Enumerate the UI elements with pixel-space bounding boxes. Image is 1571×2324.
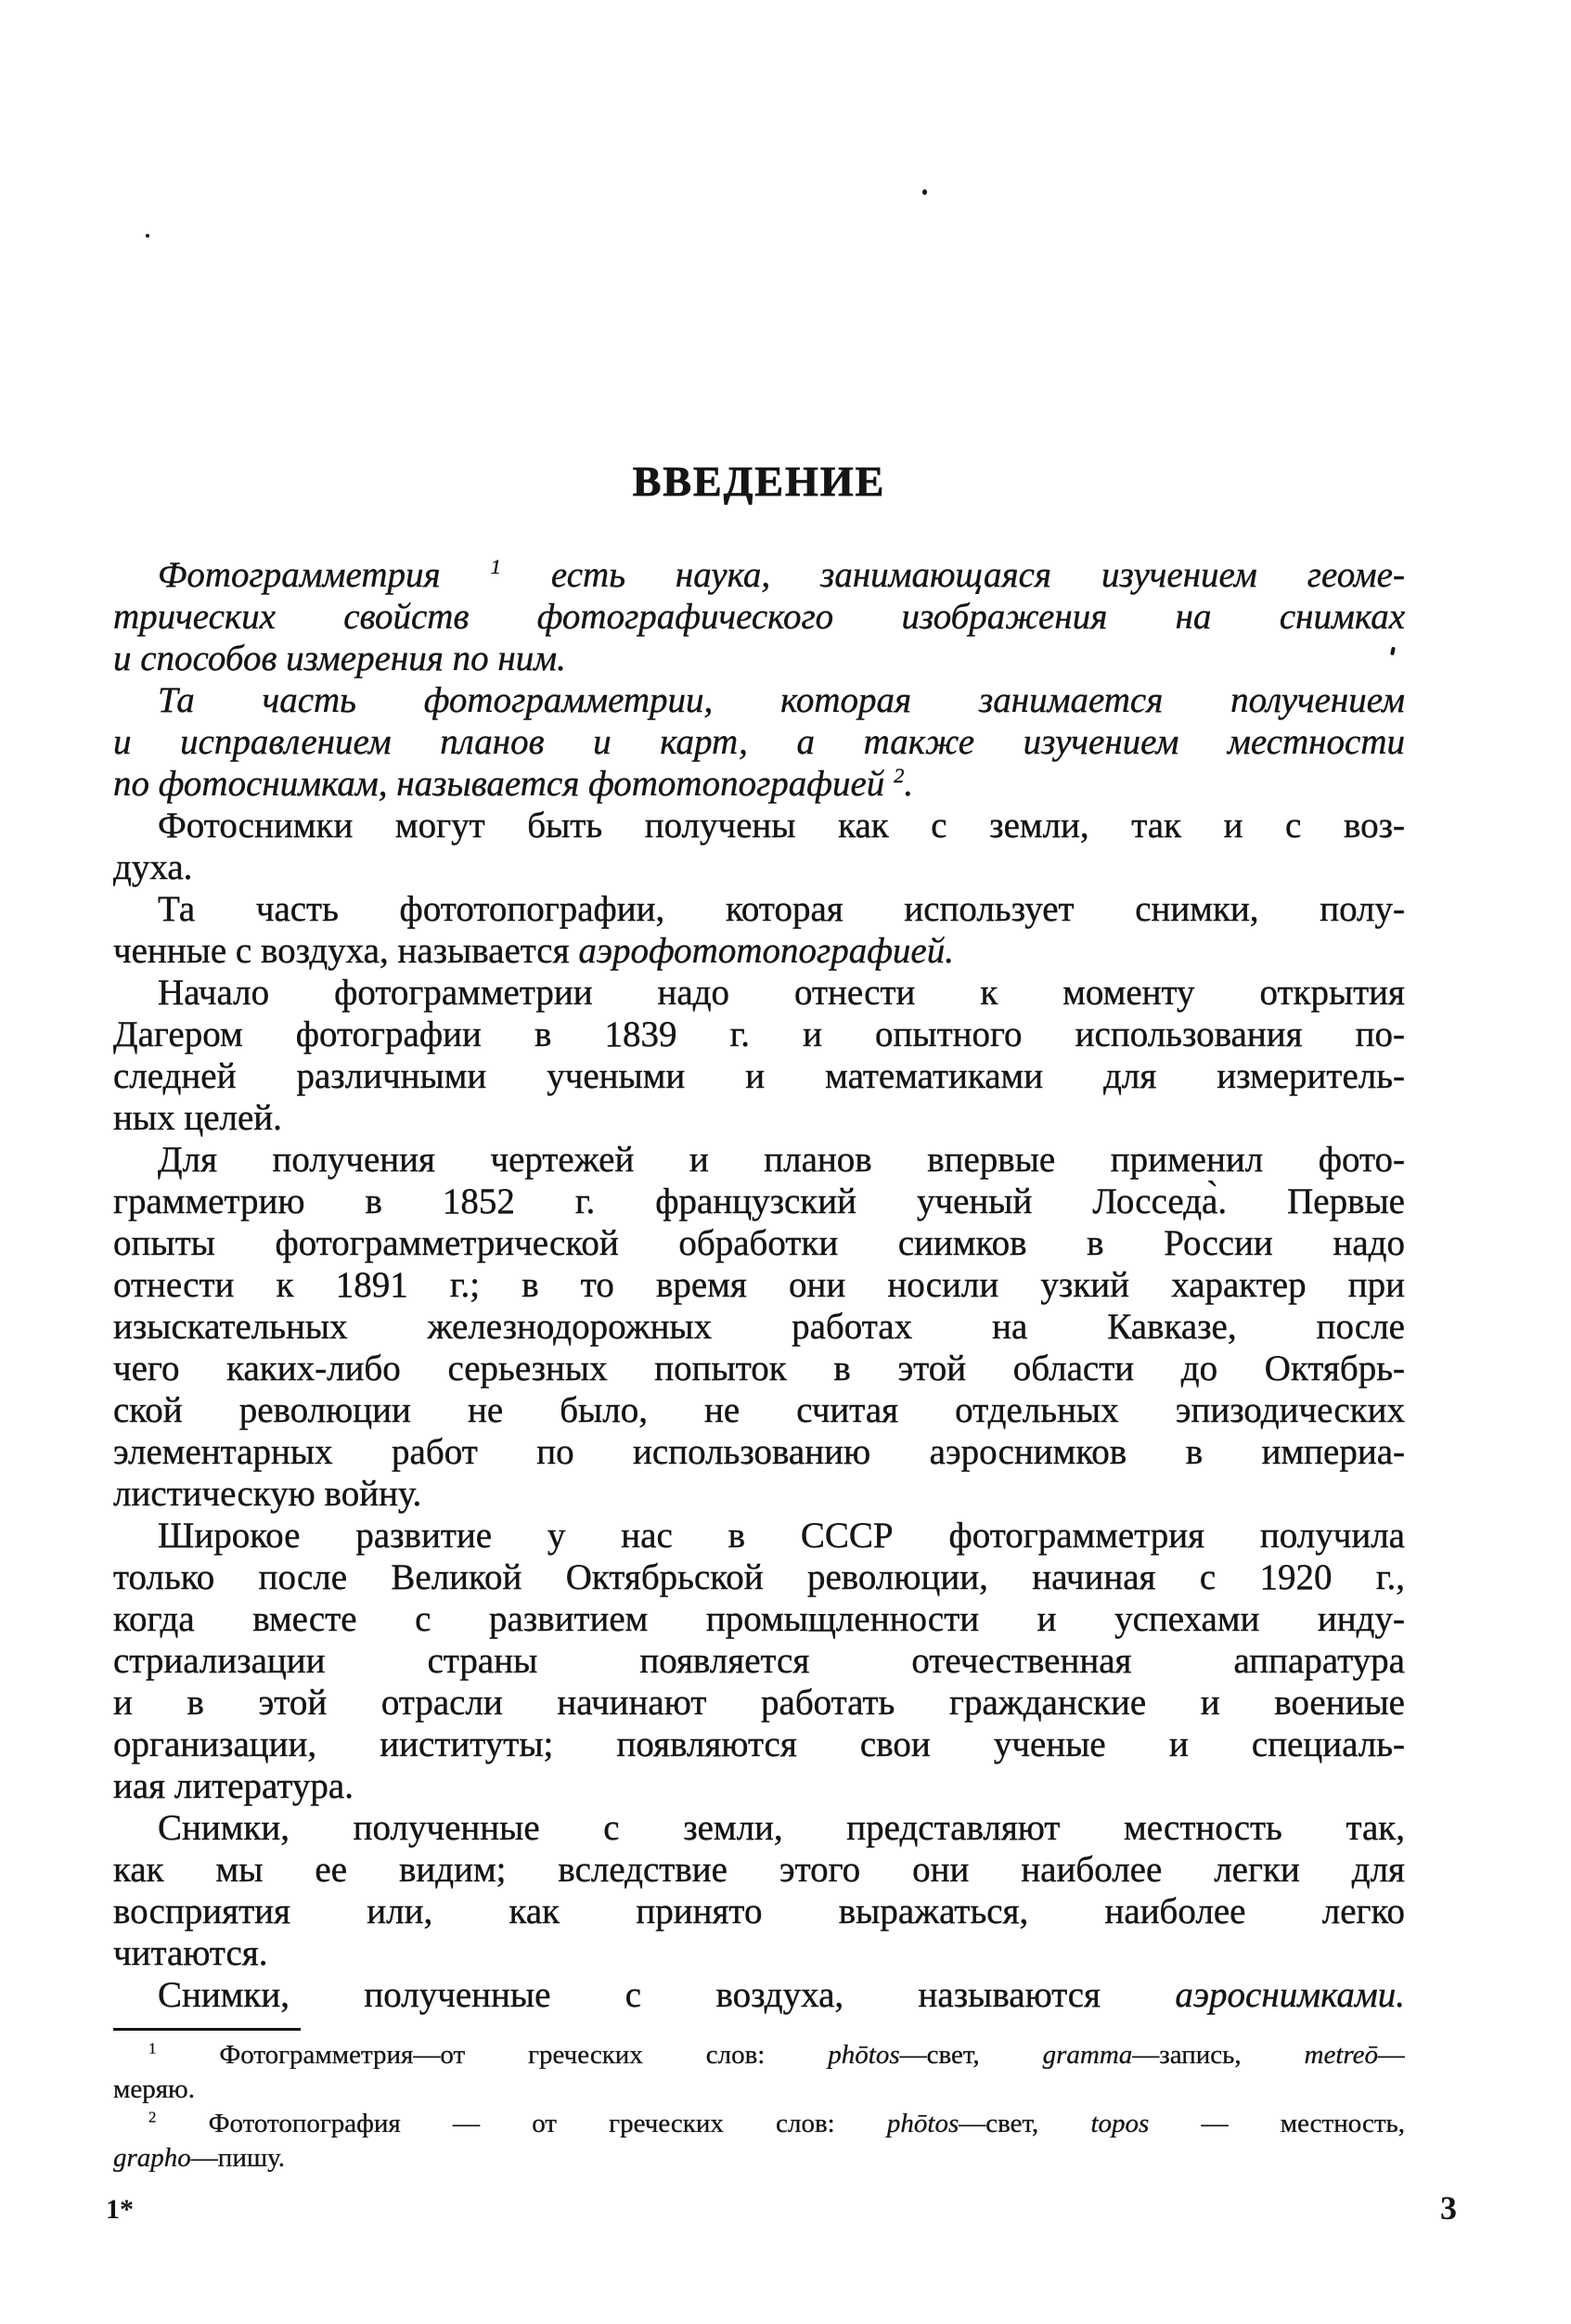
paragraph bbox=[113, 1139, 1405, 1515]
text-line: Снимки, полученные с воздуха, называются аэроснимками. bbox=[158, 1975, 1405, 2015]
text-line: грамметрию в 1852 г. французский ученый Лосседа̀. Первые bbox=[113, 1181, 1405, 1221]
paragraph bbox=[113, 972, 1405, 1139]
text-line: Та часть фототопографии, которая использует снимки, полу- bbox=[158, 889, 1405, 929]
text-line: следней различными учеными и математиками для измеритель- bbox=[113, 1056, 1405, 1096]
paragraph bbox=[113, 1515, 1405, 1807]
text-line: по фотоснимкам, называется фототопографией $^2$. bbox=[113, 764, 914, 804]
paragraph bbox=[113, 1974, 1405, 2016]
text-line: изыскательных железнодорожных работах на Кавказе, после bbox=[113, 1307, 1405, 1347]
text-line: Для получения чертежей и планов впервые применил фото- bbox=[158, 1140, 1405, 1180]
text-line: только после Великой Октябрьской революции, начиная с 1920 г., bbox=[113, 1557, 1405, 1597]
scan-speck bbox=[146, 234, 149, 238]
footnote-separator bbox=[113, 2028, 301, 2031]
text-line: Фотограмметрия $^1$ есть наука, занимающаяся изучением геоме- bbox=[158, 555, 1405, 595]
text-line: листическую войну. bbox=[113, 1474, 422, 1514]
footnotes bbox=[113, 2038, 1405, 2176]
footer-signature-mark: 1* bbox=[106, 2194, 134, 2225]
text-line: стриализации страны появляется отечественная аппаратура bbox=[113, 1641, 1405, 1681]
text-line: опыты фотограмметрической обработки сиимков в России надо bbox=[113, 1223, 1405, 1263]
body-text bbox=[113, 554, 1405, 2016]
footnote-ref: 1 bbox=[490, 555, 501, 578]
footnote-ref: 2 bbox=[894, 764, 905, 787]
text-line: восприятия или, как принято выражаться, наиболее легко bbox=[113, 1891, 1405, 1931]
text-line: и в этой отрасли начинают работать гражданские и воениые bbox=[113, 1683, 1405, 1723]
text-line: ченные с воздуха, называется аэрофототопографией. bbox=[113, 931, 954, 971]
paragraph bbox=[113, 554, 1405, 679]
text-line: иая литература. bbox=[113, 1766, 354, 1806]
footnote-ref: 1 bbox=[148, 2039, 157, 2058]
text-line: grapho—пишу. bbox=[113, 2143, 286, 2173]
text-line: элементарных работ по использованию аэроснимков в империа- bbox=[113, 1432, 1405, 1472]
text-line: Снимки, полученные с земли, представляют местность так, bbox=[158, 1808, 1405, 1848]
page-title: ВВЕДЕНИЕ bbox=[632, 458, 886, 505]
text-line: отнести к 1891 г.; в то время они носили узкий характер при bbox=[113, 1265, 1405, 1305]
text-line: трических свойств фотографического изображения на снимках bbox=[113, 597, 1405, 637]
text-line: Та часть фотограмметрии, которая занимается получением bbox=[158, 680, 1405, 720]
paragraph bbox=[113, 888, 1405, 972]
text-line: Дагером фотографии в 1839 г. и опытного использования по- bbox=[113, 1014, 1405, 1054]
text-line: читаются. bbox=[113, 1933, 268, 1973]
text-line: духа. bbox=[113, 847, 193, 887]
text-line: когда вместе с развитием промыщленности и успехами инду- bbox=[113, 1599, 1405, 1639]
scan-speck bbox=[922, 189, 927, 195]
text-line: Фотоснимки могут быть получены как с земли, так и с воз- bbox=[158, 806, 1405, 846]
text-line: ской революции не было, не считая отдельных эпизодических bbox=[113, 1390, 1405, 1430]
text-line: и способов измерения по ним. bbox=[113, 639, 566, 678]
text-line: как мы ее видим; вследствие этого они наиболее легки для bbox=[113, 1850, 1405, 1890]
text-line: и исправлением планов и карт, а также изучением местности bbox=[113, 722, 1405, 762]
text-line: Начало фотограмметрии надо отнести к моменту открытия bbox=[158, 973, 1405, 1013]
paragraph bbox=[113, 679, 1405, 805]
text-line: ных целей. bbox=[113, 1098, 282, 1138]
text-line: $^2$ Фототопография — от греческих слов: phōtos—свет, topos — местность, bbox=[148, 2108, 1405, 2138]
paragraph bbox=[113, 1807, 1405, 1974]
text-line: организации, ииституты; появляются свои ученые и специаль- bbox=[113, 1724, 1405, 1764]
text-line: меряю. bbox=[113, 2074, 195, 2104]
text-line: чего каких-либо серьезных попыток в этой области до Октябрь- bbox=[113, 1349, 1405, 1388]
paragraph bbox=[113, 805, 1405, 888]
footnote-ref: 2 bbox=[148, 2108, 157, 2126]
page-number: 3 bbox=[1440, 2189, 1457, 2227]
text-line: $^1$ Фотограмметрия—от греческих слов: phōtos—свет, gramma—запись, metreō— bbox=[148, 2039, 1405, 2070]
text-line: Широкое развитие у нас в СССР фотограмметрия получила bbox=[158, 1516, 1405, 1556]
